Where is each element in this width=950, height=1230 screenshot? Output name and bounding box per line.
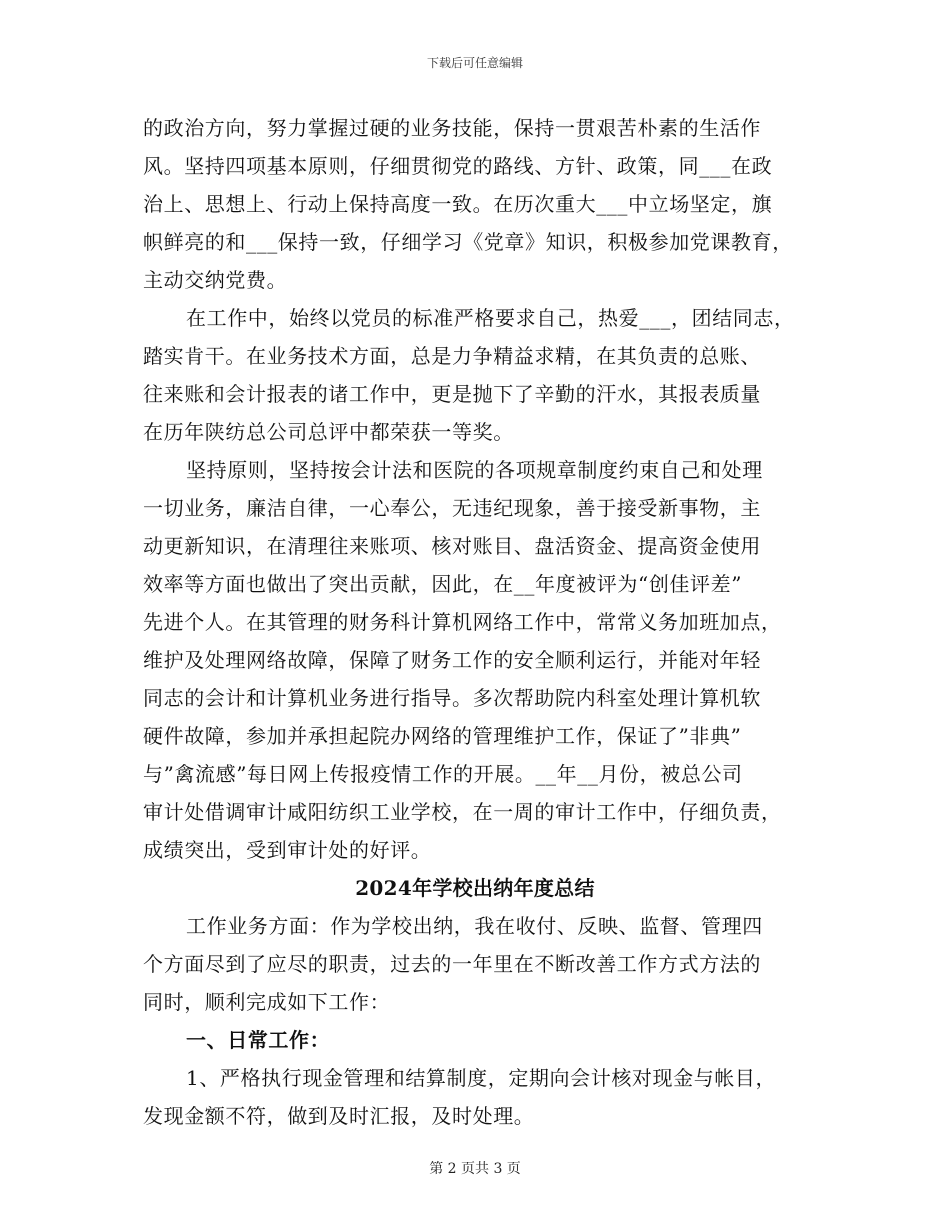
paragraph-line: 维护及处理网络故障，保障了财务工作的安全顺利运行，并能对年轻 (143, 648, 761, 672)
paragraph-line: 工作业务方面：作为学校出纳，我在收付、反映、监督、管理四 (186, 914, 763, 938)
paragraph-line: 在工作中，始终以党员的标准严格要求自己，热爱___，团结同志， (186, 306, 795, 330)
paragraph-line: 个方面尽到了应尽的职责，过去的一年里在不断改善工作方式方法的 (143, 952, 761, 976)
paragraph-line: 与”禽流感”每日网上传报疫情工作的开展。__年__月份，被总公司 (143, 762, 743, 786)
paragraph-line: 先进个人。在其管理的财务科计算机网络工作中，常常义务加班加点， (143, 610, 782, 634)
paragraph-line: 帜鲜亮的和___保持一致，仔细学习《党章》知识，积极参加党课教育， (143, 230, 793, 254)
paragraph-line: 硬件故障，参加并承担起院办网络的管理维护工作，保证了”非典” (143, 724, 742, 748)
paragraph-line: 动更新知识，在清理往来账项、核对账目、盘活资金、提高资金使用 (143, 534, 761, 558)
paragraph-line: 踏实肯干。在业务技术方面，总是力争精益求精，在其负责的总账、 (143, 344, 761, 368)
paragraph-line: 主动交纳党费。 (143, 268, 288, 292)
paragraph-line: 风。坚持四项基本原则，仔细贯彻党的路线、方针、政策，同___在政 (143, 154, 773, 178)
paragraph-line: 同志的会计和计算机业务进行指导。多次帮助院内科室处理计算机软 (143, 686, 761, 710)
section-title: 2024年学校出纳年度总结 (355, 876, 595, 900)
paragraph-line: 效率等方面也做出了突出贡献，因此，在__年度被评为“创佳评差” (143, 572, 743, 596)
paragraph-line: 往来账和会计报表的诸工作中，更是抛下了辛勤的汗水，其报表质量 (143, 382, 761, 406)
subsection-heading: 一、日常工作： (186, 1028, 331, 1052)
paragraph-line: 在历年陕纺总公司总评中都荣获一等奖。 (143, 420, 514, 444)
paragraph-line: 审计处借调审计咸阳纺织工业学校，在一周的审计工作中，仔细负责， (143, 800, 782, 824)
paragraph-line: 成绩突出，受到审计处的好评。 (143, 838, 432, 862)
paragraph-line: 治上、思想上、行动上保持高度一致。在历次重大___中立场坚定，旗 (143, 192, 773, 216)
paragraph-line: 的政治方向，努力掌握过硬的业务技能，保持一贯艰苦朴素的生活作 (143, 116, 761, 140)
paragraph-line: 坚持原则，坚持按会计法和医院的各项规章制度约束自己和处理 (186, 458, 763, 482)
page-footer: 第 2 页共 3 页 (429, 1161, 521, 1177)
paragraph-line: 1、严格执行现金管理和结算制度，定期向会计核对现金与帐目， (186, 1066, 777, 1090)
paragraph-line: 发现金额不符，做到及时汇报，及时处理。 (143, 1104, 535, 1128)
paragraph-line: 一切业务，廉洁自律，一心奉公，无违纪现象，善于接受新事物，主 (143, 496, 761, 520)
page-header: 下载后可任意编辑 (426, 56, 523, 70)
paragraph-line: 同时，顺利完成如下工作： (143, 990, 391, 1014)
